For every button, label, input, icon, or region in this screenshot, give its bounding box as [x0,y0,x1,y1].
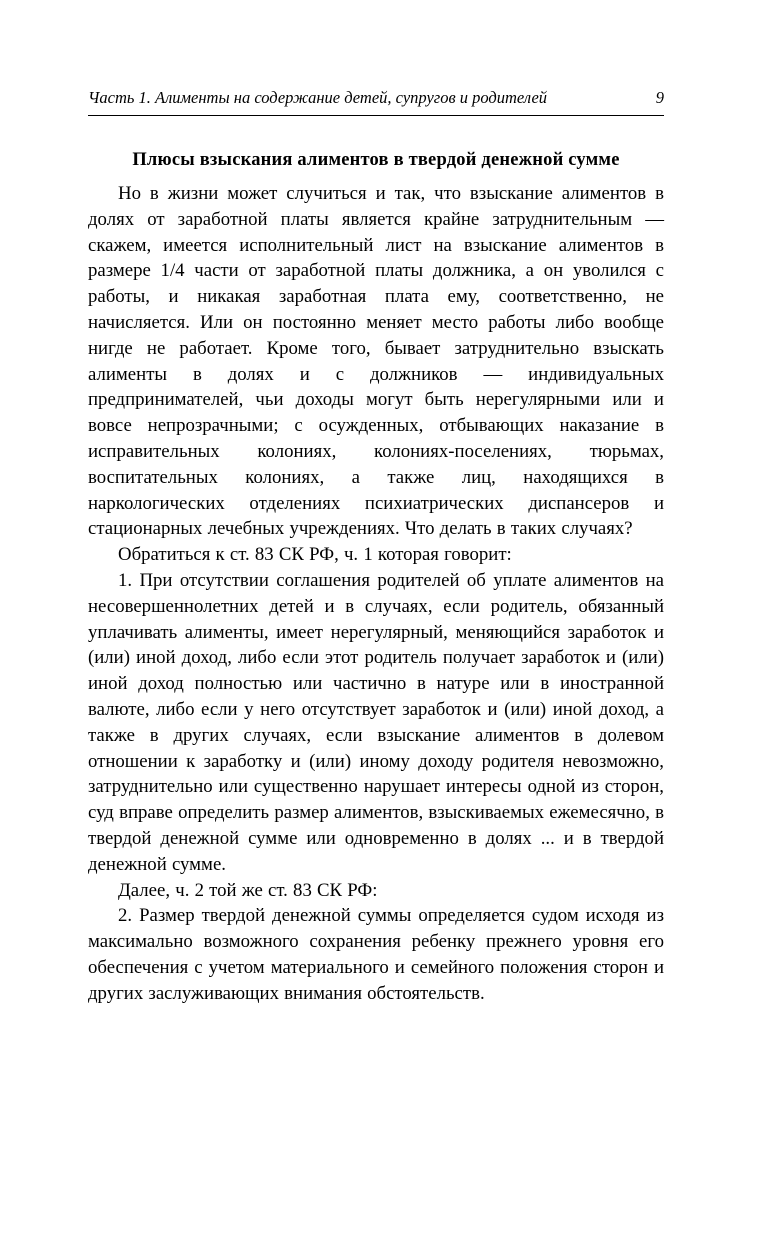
paragraph: 2. Размер твердой денежной суммы определяется судом исходя из максимально возможного сохранения ребенку прежнего уровня его обеспечения с учетом материального и семейного положения сторон и других заслуживающих внимания обстоятельств. [88,905,664,1004]
paragraph: Далее, ч. 2 той же ст. 83 СК РФ: [118,879,378,901]
paragraph: Обратиться к ст. 83 СК РФ, ч. 1 которая говорит: [118,544,512,566]
paragraph: Но в жизни может случиться и так, что взыскание алиментов в долях от заработной платы является крайне затруднительным — скажем, имеется исполнительный лист на взыскание алиментов в размере 1/4 части от заработной платы должника, а он уволился с работы, и никакая заработная плата ему, соответственно, не начисляется. Или он постоянно меняет место работы либо вообще нигде не работает. Кроме того, бывает затруднительно взыскать алименты в долях и с должников — индивидуальных предпринимателей, чьи доходы могут быть нерегулярными или и вовсе непрозрачными; с осужденных, отбывающих наказание в исправительных колониях, колониях-поселениях, тюрьмах, воспитательных колониях, а также лиц, находящихся в наркологических отделениях психиатрических диспансеров и стационарных лечебных учреждениях. Что делать в таких случаях? [88,183,664,540]
page-number: 9 [655,88,664,107]
running-header-title: Часть 1. Алименты на содержание детей, супругов и родителей [88,88,548,107]
page-content [88,88,664,1007]
paragraph: 1. При отсутствии соглашения родителей об уплате алиментов на несовершеннолетних детей и в случаях, если родитель, обязанный уплачивать алименты, имеет нерегулярный, меняющийся заработок и (или) иной доход, либо если этот родитель получает заработок и (или) иной доход полностью или частично в натуре или в иностранной валюте, либо если у него отсутствует заработок и (или) иной доход, а также в других случаях, если взыскание алиментов в долевом отношении к заработку и (или) иному доходу родителя невозможно, затруднительно или существенно нарушает интересы одной из сторон, суд вправе определить размер алиментов, взыскиваемых ежемесячно, в твердой денежной сумме или одновременно в долях ... и в твердой денежной сумме. [88,569,664,875]
body-text [88,181,664,1007]
section-title: Плюсы взыскания алиментов в твердой денежной сумме [132,150,620,170]
running-header [88,88,664,116]
